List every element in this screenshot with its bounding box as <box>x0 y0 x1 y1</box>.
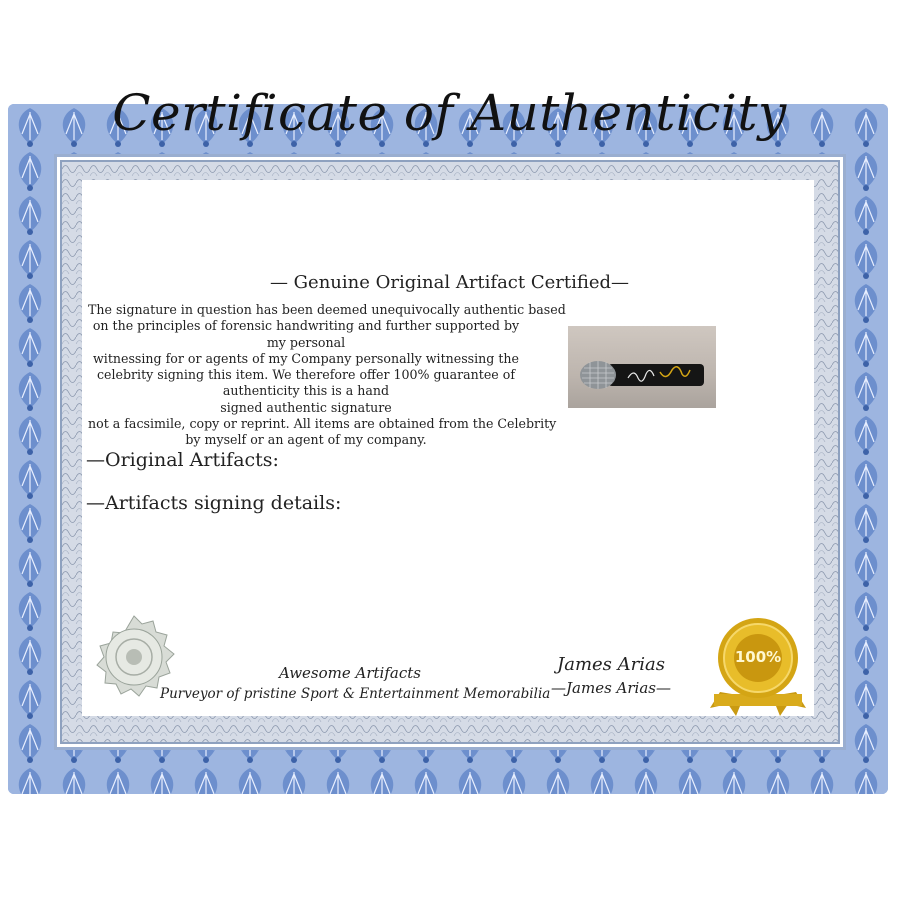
company-block <box>160 664 551 702</box>
artifact-photo <box>568 326 716 408</box>
statement-line: witnessing for or agents of my Company personally witnessing the <box>93 350 519 366</box>
statement-line: on the principles of forensic handwriting and further supported by <box>92 318 520 334</box>
microphone-image <box>568 326 716 408</box>
statement-line: my personal <box>266 334 346 350</box>
statement-line: by myself or an agent of my company. <box>185 432 427 448</box>
statement-line: celebrity signing this item. We therefore offer 100% guarantee of <box>96 367 516 383</box>
original-artifacts-label: —Original Artifacts: <box>86 449 279 471</box>
certificate-subtitle <box>0 272 899 293</box>
signature-block <box>536 654 686 697</box>
certificate-title: Certificate of Authenticity <box>112 84 787 142</box>
company-tagline: Purveyor of pristine Sport & Entertainment Memorabilia <box>160 686 551 702</box>
statement-line: signed authentic signature <box>220 399 392 415</box>
subtitle-text: — Genuine Original Artifact Certified— <box>269 272 630 293</box>
statement-line: authenticity this is a hand <box>222 383 390 399</box>
signer-name: —James Arias— <box>551 679 671 697</box>
statement-line: not a facsimile, copy or reprint. All items are obtained from the Celebrity <box>88 416 557 432</box>
statement-line: The signature in question has been deemed unequivocally authentic based <box>88 302 566 317</box>
badge-percent: 100% <box>734 648 782 666</box>
handwritten-signature: James Arias <box>557 654 665 675</box>
signing-details-label: —Artifacts signing details: <box>86 492 342 514</box>
authenticity-statement <box>88 302 566 449</box>
company-name: Awesome Artifacts <box>279 664 421 682</box>
